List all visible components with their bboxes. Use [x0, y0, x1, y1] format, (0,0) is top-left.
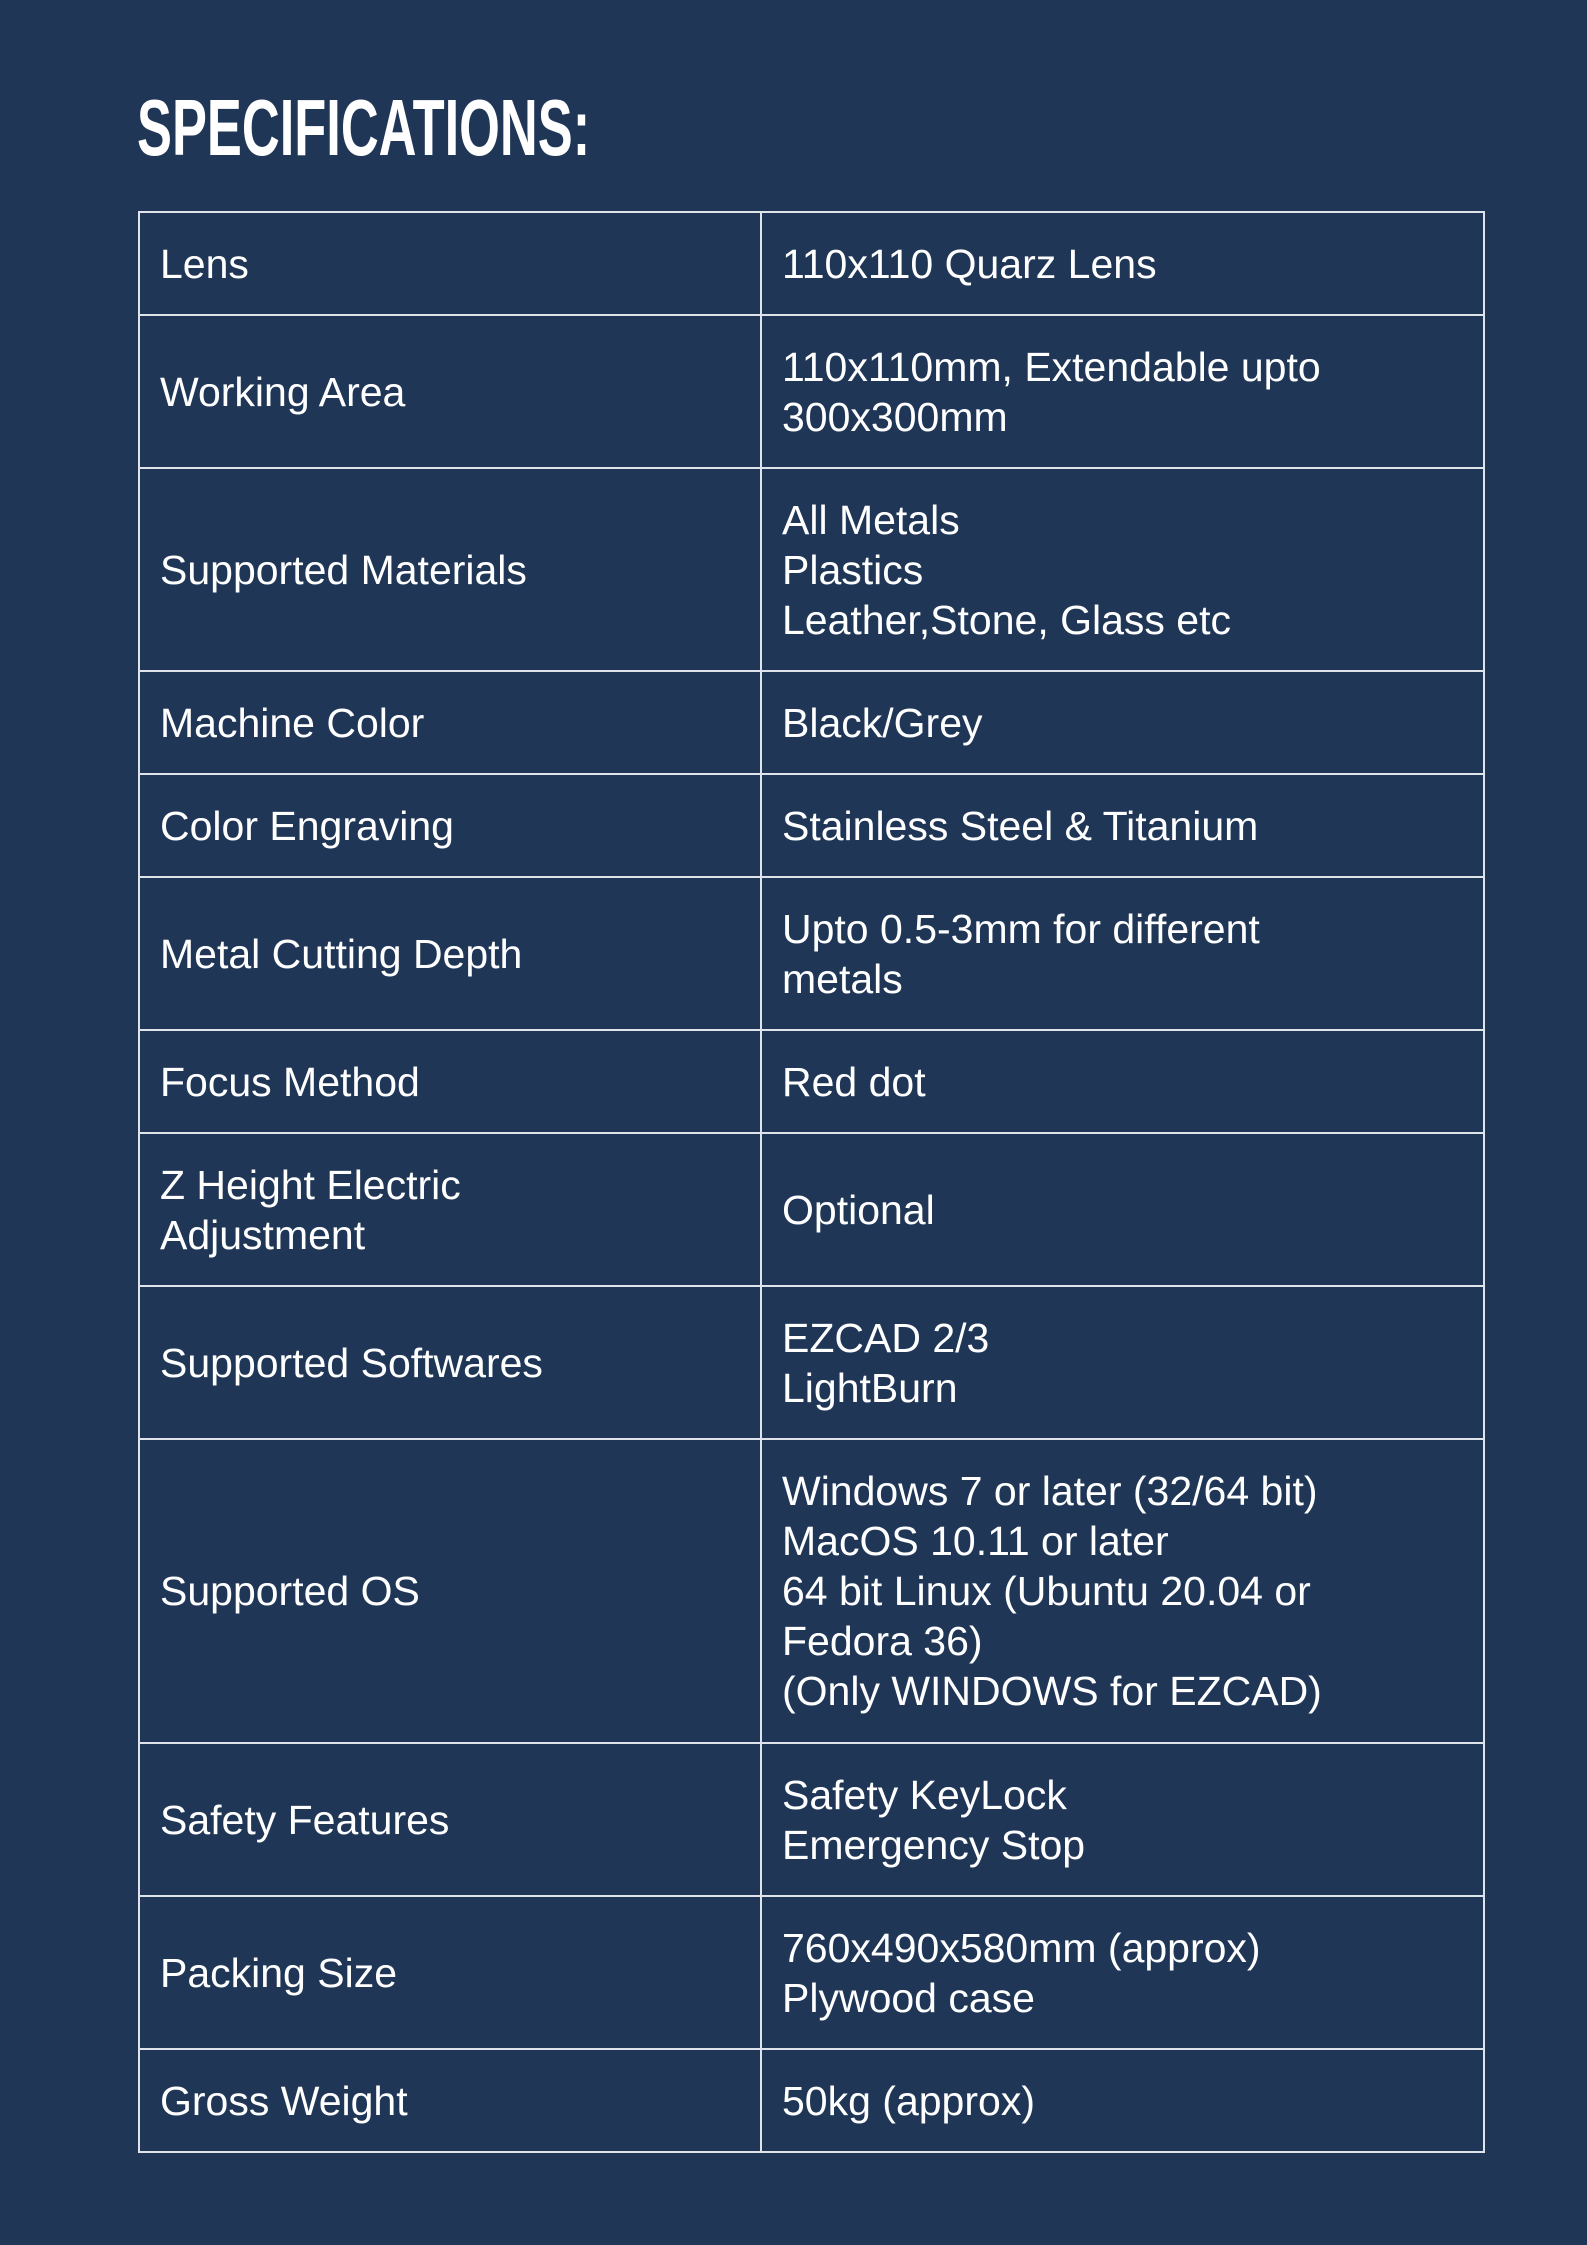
spec-value-text: Fedora 36)	[782, 1618, 983, 1664]
spec-value-text: Red dot	[782, 1058, 926, 1105]
spec-label	[139, 468, 761, 671]
spec-label-text: Supported OS	[160, 1568, 420, 1614]
spec-value	[761, 1133, 1484, 1286]
spec-value	[761, 2049, 1484, 2152]
spec-value	[761, 774, 1484, 877]
spec-label	[139, 1030, 761, 1133]
page-title: SPECIFICATIONS:	[137, 83, 591, 172]
spec-label	[139, 212, 761, 315]
spec-label-text: Color Engraving	[160, 802, 454, 849]
spec-value-text: metals	[782, 955, 903, 1002]
spec-label-text: Focus Method	[160, 1058, 420, 1105]
spec-value	[761, 1896, 1484, 2049]
spec-label	[139, 2049, 761, 2152]
spec-row-gross-weight	[139, 2049, 1484, 2152]
spec-row-metal-cutting-depth	[139, 877, 1484, 1030]
spec-label	[139, 671, 761, 774]
spec-label	[139, 1743, 761, 1896]
spec-row-working-area	[139, 315, 1484, 468]
spec-value-text: (Only WINDOWS for EZCAD)	[782, 1668, 1322, 1714]
spec-label	[139, 1286, 761, 1439]
spec-value	[761, 671, 1484, 774]
spec-value-text: All Metals	[782, 496, 960, 543]
spec-value-text: Safety KeyLock	[782, 1771, 1067, 1818]
spec-value-text: 760x490x580mm (approx)	[782, 1924, 1261, 1971]
spec-value-text: LightBurn	[782, 1364, 958, 1411]
spec-label-text: Supported Softwares	[160, 1339, 543, 1386]
spec-row-color-engraving	[139, 774, 1484, 877]
spec-label-text: Working Area	[160, 368, 406, 415]
spec-value-text: Upto 0.5-3mm for different	[782, 905, 1260, 952]
spec-value-text: 300x300mm	[782, 393, 1008, 440]
spec-value-text: Emergency Stop	[782, 1821, 1086, 1868]
spec-row-lens	[139, 212, 1484, 315]
spec-row-supported-softwares	[139, 1286, 1484, 1439]
spec-label-text: Lens	[160, 240, 249, 287]
spec-label-text: Metal Cutting Depth	[160, 930, 523, 977]
spec-value-text: MacOS 10.11 or later	[782, 1518, 1169, 1564]
spec-value-text: Optional	[782, 1186, 935, 1233]
spec-row-machine-color	[139, 671, 1484, 774]
spec-row-z-height	[139, 1133, 1484, 1286]
spec-value-text: Stainless Steel & Titanium	[782, 802, 1259, 849]
spec-value-text: Plywood case	[782, 1974, 1035, 2021]
spec-value	[761, 1439, 1484, 1743]
spec-label-text: Adjustment	[160, 1211, 366, 1258]
specifications-table	[138, 211, 1485, 2153]
spec-label	[139, 774, 761, 877]
spec-label-text: Safety Features	[160, 1796, 450, 1843]
spec-value-text: 64 bit Linux (Ubuntu 20.04 or	[782, 1568, 1311, 1614]
spec-value-text: 110x110mm, Extendable upto	[782, 343, 1321, 390]
spec-label-text: Z Height Electric	[160, 1161, 461, 1208]
spec-label	[139, 1133, 761, 1286]
spec-row-safety-features	[139, 1743, 1484, 1896]
spec-value	[761, 315, 1484, 468]
spec-value-text: Plastics	[782, 546, 924, 593]
spec-label	[139, 1439, 761, 1743]
spec-value	[761, 1286, 1484, 1439]
spec-label-text: Machine Color	[160, 699, 425, 746]
spec-label-text: Gross Weight	[160, 2077, 408, 2124]
spec-label	[139, 877, 761, 1030]
spec-value-text: Leather,Stone, Glass etc	[782, 596, 1231, 643]
spec-value	[761, 1030, 1484, 1133]
spec-label	[139, 315, 761, 468]
spec-value-text: Windows 7 or later (32/64 bit)	[782, 1468, 1318, 1514]
spec-row-supported-materials	[139, 468, 1484, 671]
spec-label-text: Packing Size	[160, 1949, 398, 1996]
spec-row-packing-size	[139, 1896, 1484, 2049]
spec-row-supported-os	[139, 1439, 1484, 1743]
spec-label-text: Supported Materials	[160, 546, 527, 593]
spec-value	[761, 1743, 1484, 1896]
spec-value-text: 50kg (approx)	[782, 2077, 1035, 2124]
spec-value-text: Black/Grey	[782, 699, 983, 746]
spec-row-focus-method	[139, 1030, 1484, 1133]
spec-label	[139, 1896, 761, 2049]
spec-value	[761, 877, 1484, 1030]
spec-value-text: 110x110 Quarz Lens	[782, 240, 1157, 287]
spec-value-text: EZCAD 2/3	[782, 1314, 990, 1361]
spec-value	[761, 468, 1484, 671]
spec-value	[761, 212, 1484, 315]
